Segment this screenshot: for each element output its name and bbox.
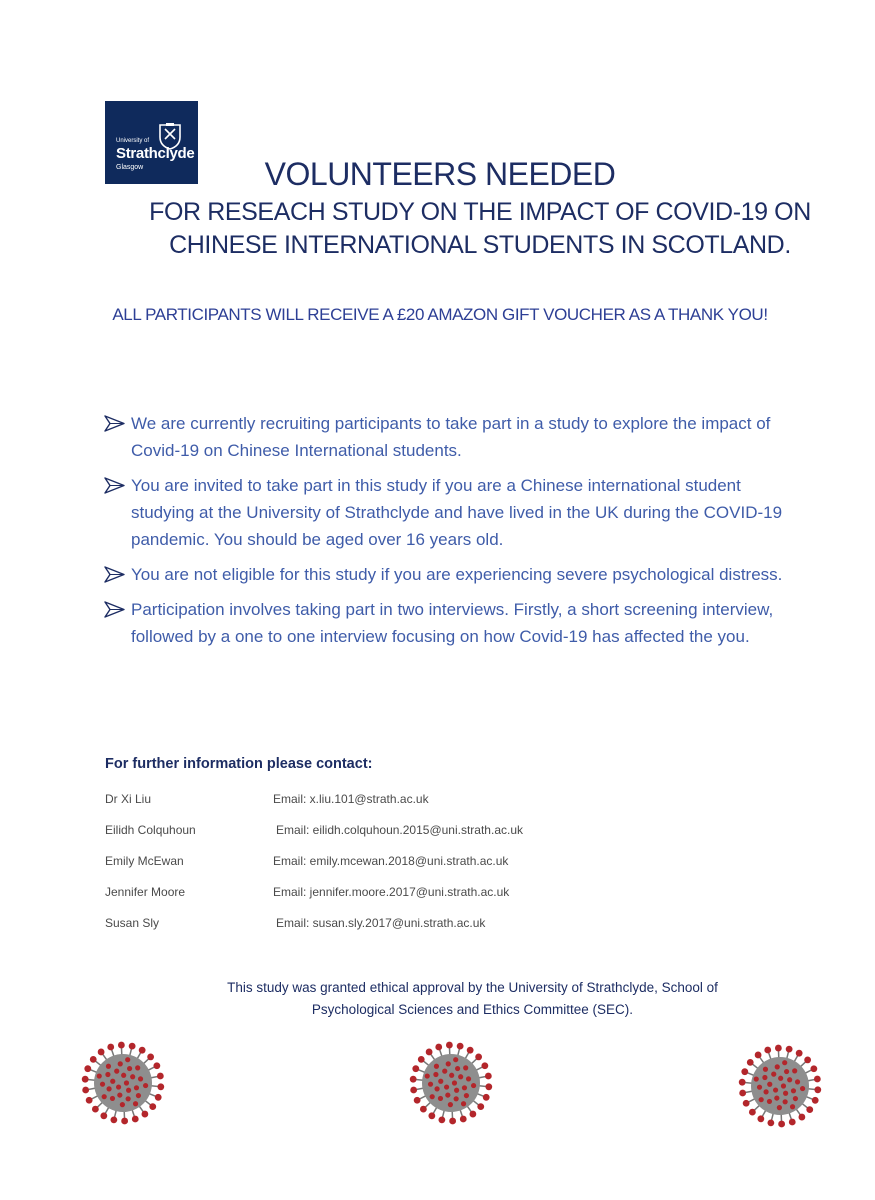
contact-row [105,914,665,945]
ethics-line-2: Psychological Sciences and Ethics Committee (SEC). [311,1002,634,1017]
logo-strathclyde: Strathclyde [116,145,195,162]
contact-name: Emily McEwan [105,854,184,868]
contact-row [105,852,665,883]
bullet-item [104,561,784,588]
ethics-line-1: This study was granted ethical approval by the University of Strathclyde, School of [227,980,718,995]
contact-heading: For further information please contact: [105,756,373,772]
arrow-bullet-icon [104,566,125,583]
contact-email: Email: susan.sly.2017@uni.strath.ac.uk [276,916,486,930]
contact-row [105,821,665,852]
contact-name: Dr Xi Liu [105,792,152,806]
contact-email: Email: x.liu.101@strath.ac.uk [273,792,429,806]
reward-note: ALL PARTICIPANTS WILL RECEIVE A £20 AMAZON GIFT VOUCHER AS A THANK YOU! [112,305,768,324]
contact-row [105,883,665,914]
contact-name: Susan Sly [105,916,160,930]
contact-email: Email: eilidh.colquhoun.2015@uni.strath.ac.uk [276,823,523,837]
contact-email: Email: emily.mcewan.2018@uni.strath.ac.uk [273,854,509,868]
bullet-text: We are currently recruiting participants to take part in a study to explore the impact of Covid-19 on Chinese International students. [131,414,771,460]
bullet-text: You are not eligible for this study if you are experiencing severe psychological distress. [131,565,783,584]
logo-university-of: University of [116,138,150,144]
bullet-item [104,472,784,553]
arrow-bullet-icon [104,415,125,432]
bullet-text: Participation involves taking part in two interviews. Firstly, a short screening interview, followed by a one to one interview focusing on how Covid-19 has affected the you. [131,600,774,646]
virus-icon [408,1040,494,1126]
logo-glasgow: Glasgow [116,164,144,171]
virus-icon [737,1043,823,1129]
info-bullet-list [104,410,784,658]
arrow-bullet-icon [104,601,125,618]
contact-name: Eilidh Colquhoun [105,823,196,837]
contact-email: Email: jennifer.moore.2017@uni.strath.ac.uk [273,885,510,899]
contact-list [105,790,665,945]
page-title: VOLUNTEERS NEEDED [264,156,616,192]
arrow-bullet-icon [104,477,125,494]
contact-name: Jennifer Moore [105,885,186,899]
ethics-statement [190,977,755,1021]
university-logo [105,101,198,184]
page-subtitle: FOR RESEACH STUDY ON THE IMPACT OF COVID-19 ON CHINESE INTERNATIONAL STUDENTS IN SCOTLAND. [149,198,811,259]
virus-icon [80,1040,166,1126]
contact-row [105,790,665,821]
bullet-item [104,596,784,650]
bullet-text: You are invited to take part in this study if you are a Chinese international student studying at the University of Strathclyde and have lived in the UK during the COVID-19 pandemic. You should be aged over 16 years old. [131,476,783,549]
bullet-item [104,410,784,464]
